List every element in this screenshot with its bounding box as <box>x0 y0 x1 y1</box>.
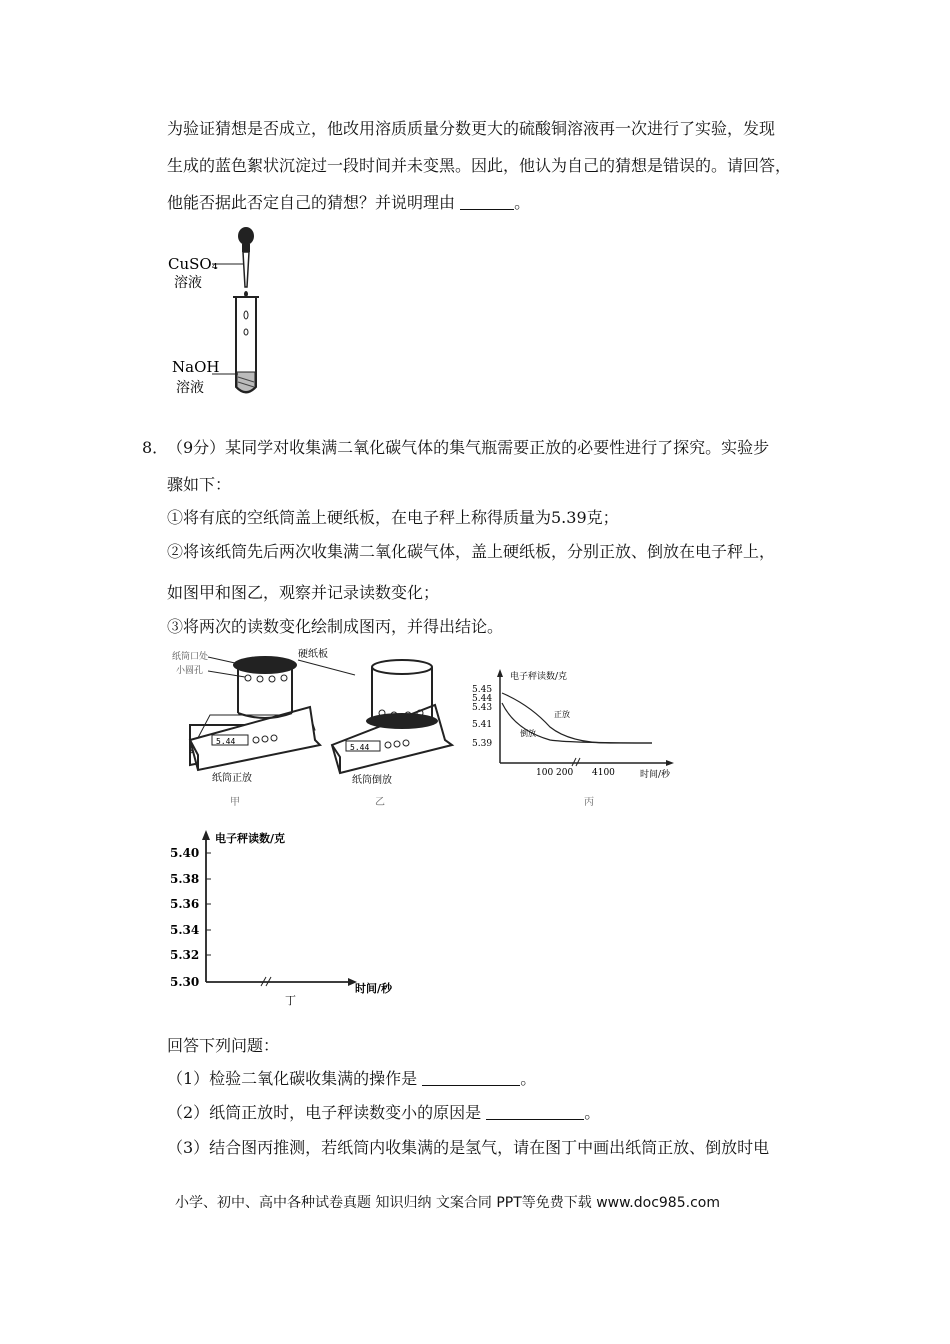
tag-yi: 乙 <box>375 797 385 808</box>
label-mouth: 纸筒口处 <box>172 652 209 662</box>
label-board: 硬纸板 <box>298 649 328 660</box>
q7-line-3-end: 。 <box>514 193 531 212</box>
small-hole <box>257 676 263 682</box>
answer-blank[interactable] <box>486 1103 584 1120</box>
bing-ytick: 5.45 <box>472 685 493 695</box>
paper-cylinder-yi-bottom <box>372 660 432 674</box>
q8-step-2a: ②将该纸筒先后两次收集满二氧化碳气体，盖上硬纸板，分别正放、倒放在电子秤上， <box>167 542 776 561</box>
label-dao: 倒放 <box>520 729 536 738</box>
ding-ylabel: 电子秤读数/克 <box>215 832 286 845</box>
sub-question-2 <box>167 1102 600 1124</box>
cardboard-cover <box>233 656 297 674</box>
small-hole <box>269 676 275 682</box>
q7-line-1: 为验证猜想是否成立，他改用溶质质量分数更大的硫酸铜溶液再一次进行了实验，发现 <box>167 119 776 138</box>
mouth-leader <box>208 657 235 663</box>
q7-line-3 <box>167 192 530 214</box>
bing-xtick: 100 <box>536 768 554 778</box>
dropper-tube <box>243 252 249 287</box>
ding-ytick: 5.30 <box>170 975 200 989</box>
figure-jia <box>172 647 355 808</box>
figure-yi <box>332 660 452 808</box>
bing-ytick: 5.43 <box>472 703 493 713</box>
q8-number: 8． <box>142 438 169 457</box>
small-hole <box>245 675 251 681</box>
bing-ylabel: 电子秤读数/克 <box>510 672 568 682</box>
ding-ytick: 5.34 <box>170 923 200 937</box>
falling-drop-2 <box>244 329 248 335</box>
sub-question-3: （3）结合图丙推测，若纸筒内收集满的是氢气，请在图丁中画出纸筒正放、倒放时电 <box>167 1138 770 1157</box>
figure-ding <box>165 826 415 1011</box>
label-hole: 小圆孔 <box>176 666 204 676</box>
scale-jia-reading: 5.44 <box>216 737 236 746</box>
scale-yi-reading: 5.44 <box>350 743 370 752</box>
answer-blank[interactable] <box>460 193 514 210</box>
q8-line-2: 骤如下： <box>167 475 232 494</box>
sub-question-1-end: 。 <box>520 1069 537 1088</box>
bing-xlabel: 时间/秒 <box>640 770 671 780</box>
caption-jia: 纸筒正放 <box>212 773 252 784</box>
bing-ytick: 5.39 <box>472 739 493 749</box>
label-cuso4: CuSO₄ <box>168 255 218 273</box>
small-hole <box>281 675 287 681</box>
bing-ytick: 5.41 <box>472 720 493 730</box>
label-naoh: NaOH <box>172 358 220 376</box>
bing-xtick: 4100 <box>592 768 615 778</box>
axis-break <box>576 758 580 766</box>
board-leader <box>298 660 355 675</box>
caption-yi: 纸筒倒放 <box>352 775 392 786</box>
sub-question-2-end: 。 <box>584 1103 601 1122</box>
ding-ytick: 5.40 <box>170 846 200 860</box>
label-cuso4-solution: 溶液 <box>174 275 202 291</box>
page-footer: 小学、初中、高中各种试卷真题 知识归纳 文案合同 PPT等免费下载 www.doc985.com <box>175 1195 720 1211</box>
tag-bing: 丙 <box>584 797 594 808</box>
dropper-collar <box>242 244 250 252</box>
q7-line-3-text: 他能否据此否定自己的猜想？并说明理由 <box>167 193 456 212</box>
ding-ytick: 5.38 <box>170 872 200 886</box>
falling-drop-1 <box>244 311 248 319</box>
q8-line-1: （9分）某同学对收集满二氧化碳气体的集气瓶需要正放的必要性进行了探究。实验步 <box>167 438 770 457</box>
q8-step-2b: 如图甲和图乙，观察并记录读数变化； <box>167 583 440 602</box>
answer-blank[interactable] <box>422 1069 520 1086</box>
bing-xtick: 200 <box>556 768 574 778</box>
answer-intro: 回答下列问题： <box>167 1036 280 1055</box>
figure-bing <box>472 669 674 808</box>
test-tube-figure <box>160 222 290 402</box>
sub-question-2-text: （2）纸筒正放时，电子秤读数变小的原因是 <box>167 1103 482 1122</box>
tag-ding: 丁 <box>285 994 296 1007</box>
sub-question-1-text: （1）检验二氧化碳收集满的操作是 <box>167 1069 418 1088</box>
dropper-bulb <box>238 227 254 245</box>
ding-ytick: 5.32 <box>170 948 200 962</box>
cardboard-cover-yi <box>366 713 438 729</box>
q7-line-2: 生成的蓝色絮状沉淀过一段时间并未变黑。因此，他认为自己的猜想是错误的。请回答， <box>167 156 792 175</box>
tag-jia: 甲 <box>230 797 240 808</box>
label-zheng: 正放 <box>554 710 570 719</box>
hole-leader <box>208 671 245 677</box>
q8-step-3: ③将两次的读数变化绘制成图丙，并得出结论。 <box>167 617 504 636</box>
sub-question-1 <box>167 1068 536 1090</box>
ding-ytick: 5.36 <box>170 897 200 911</box>
figures-jia-yi-bing <box>170 645 685 813</box>
ding-xlabel: 时间/秒 <box>355 982 393 995</box>
q8-step-1: ①将有底的空纸筒盖上硬纸板，在电子秤上称得质量为5.39克； <box>167 508 619 527</box>
axis-break <box>572 758 576 766</box>
bing-ytick: 5.44 <box>472 694 493 704</box>
label-naoh-solution: 溶液 <box>176 380 204 396</box>
